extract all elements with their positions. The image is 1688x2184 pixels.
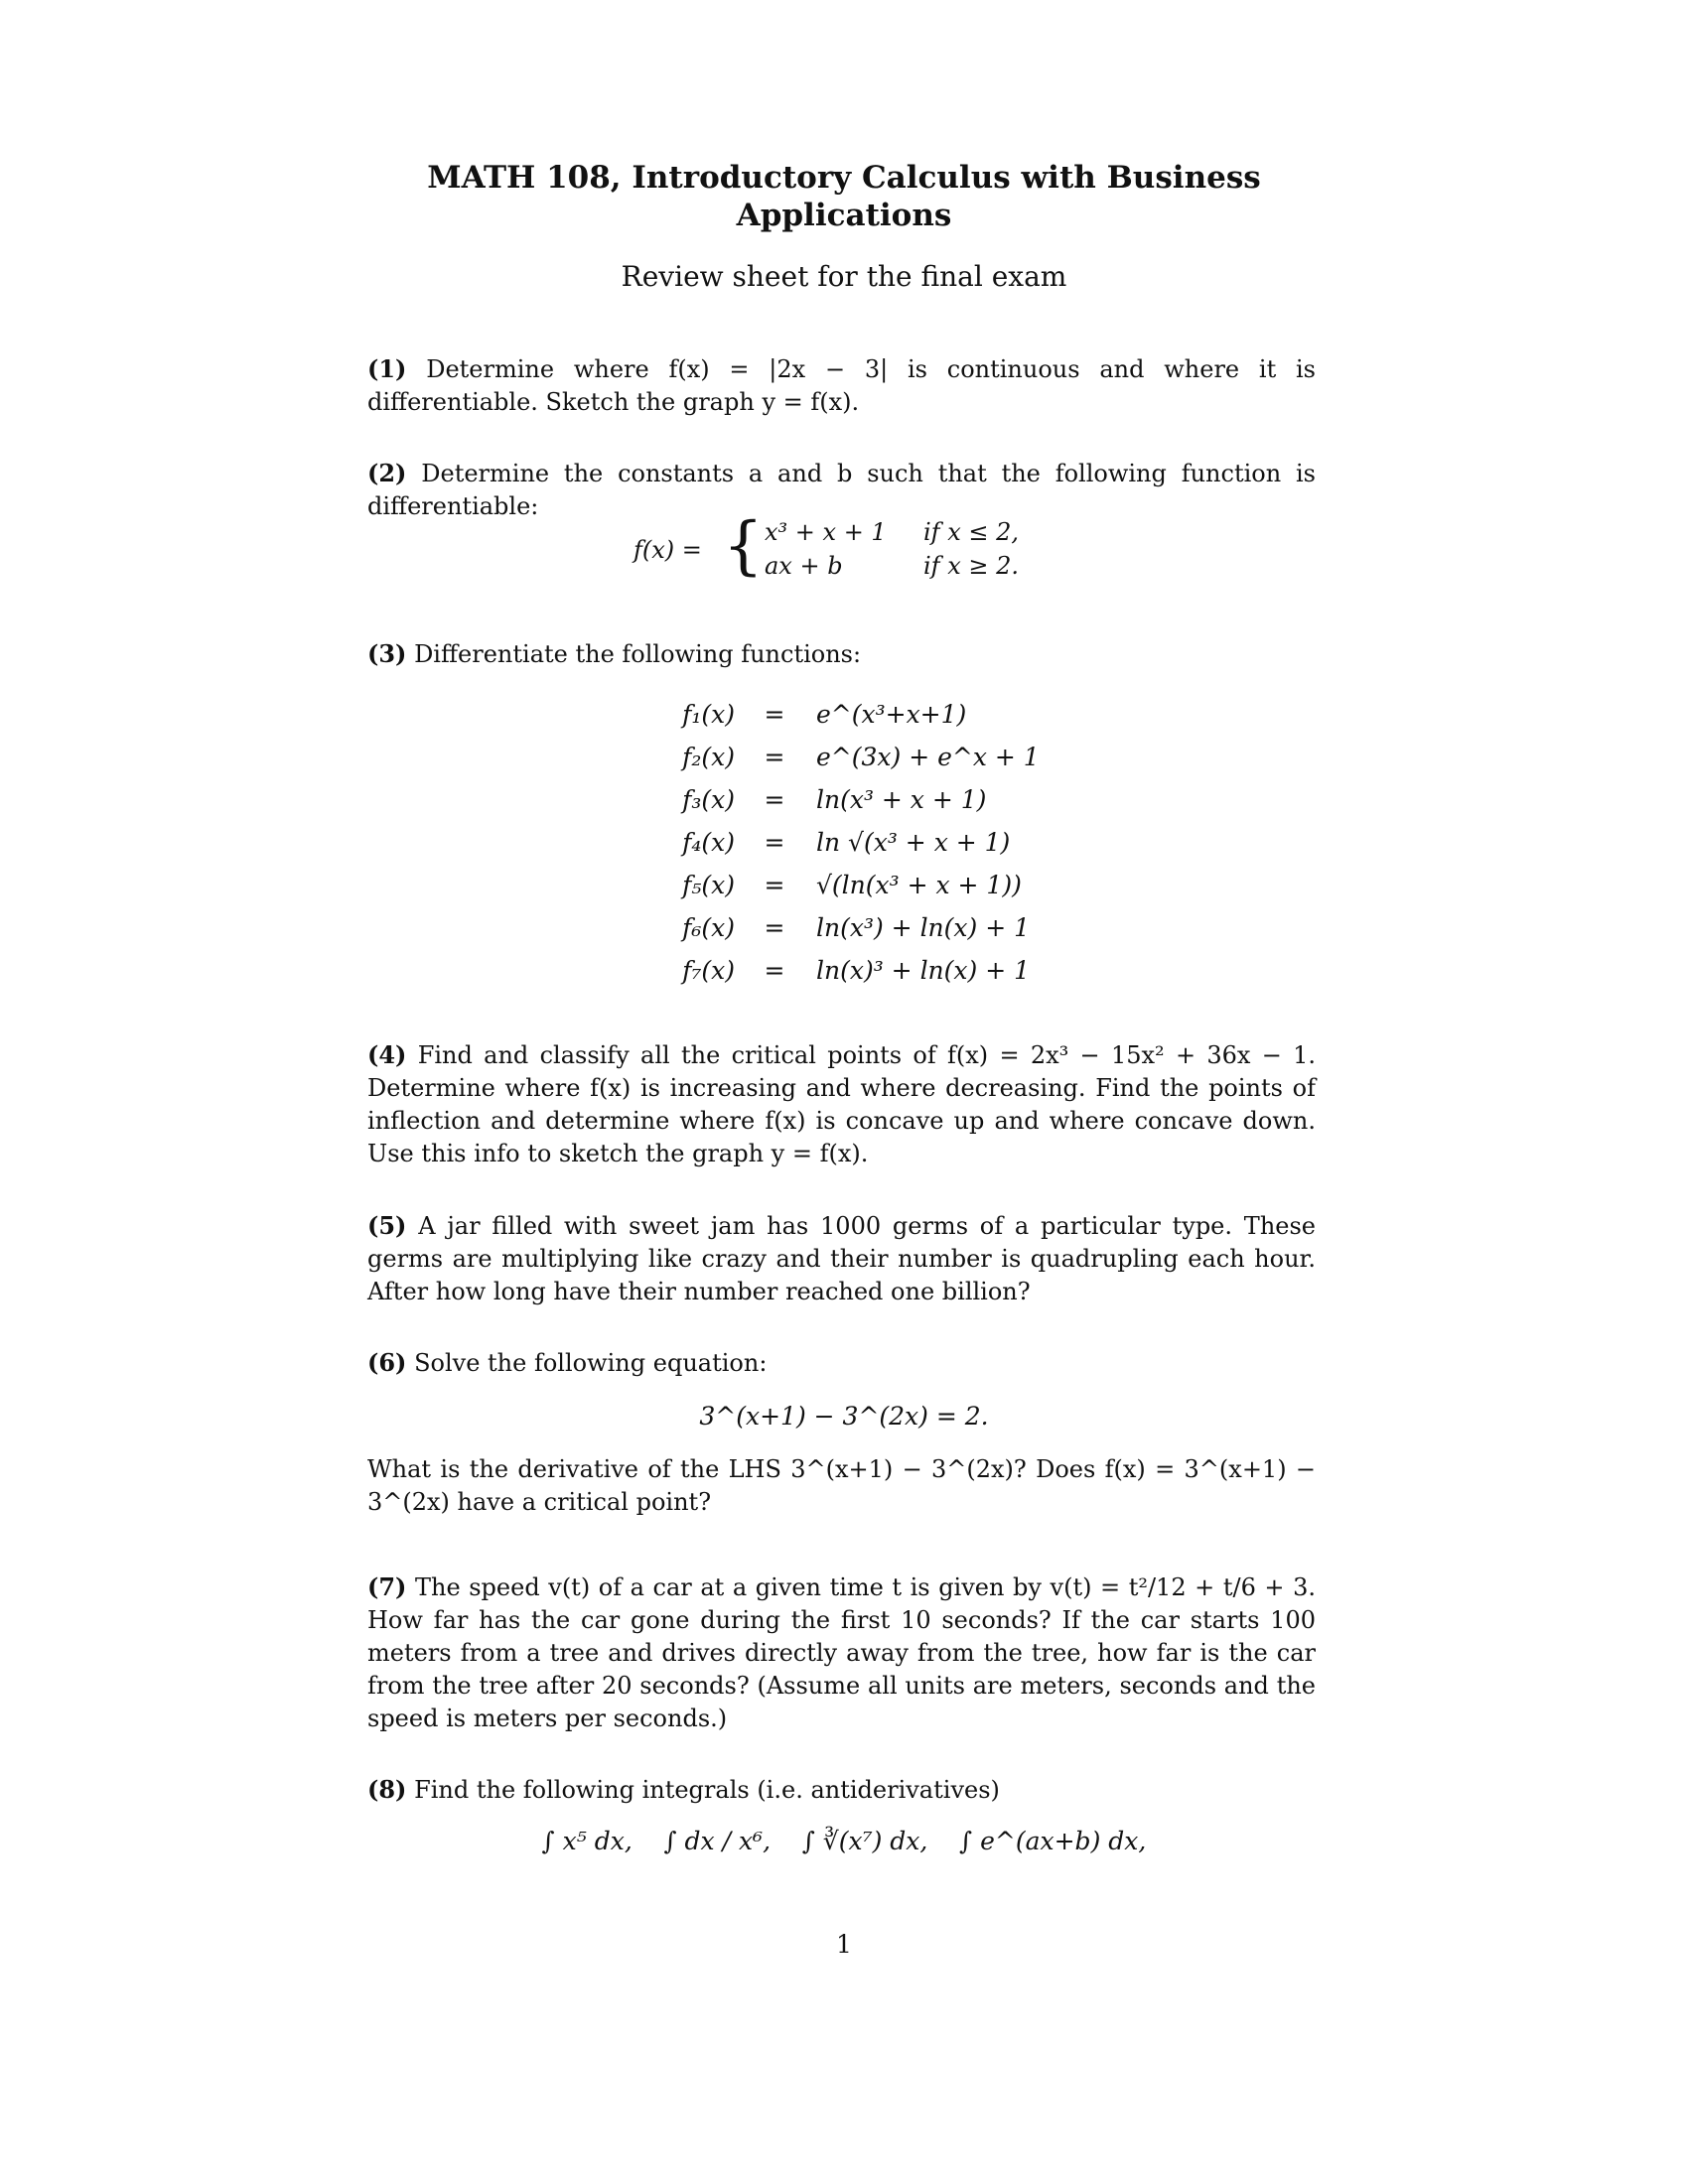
equals-sign: = <box>764 828 785 857</box>
page-title <box>0 159 1688 234</box>
function-lhs: f₆(x) <box>682 913 735 942</box>
integral-list: ∫ x⁵ dx, ∫ dx / x⁶, ∫ ∛(x⁷) dx, ∫ e^(ax+b) dx, <box>541 1827 1147 1855</box>
integral-2: ∫ dx / x⁶ <box>663 1827 764 1855</box>
function-lhs: f₂(x) <box>682 743 735 771</box>
function-rhs: ln(x³) + ln(x) + 1 <box>816 913 1031 942</box>
problem-text: The speed v(t) of a car at a given time t is given by v(t) = t²/12 + t/6 + 3. How far has the car gone during the first 10 seconds? If the car starts 100 meters from a tree and drives directly away from the tree, how far is the car from the tree after 20 seconds? (Assume all units are meters, seconds and the speed is meters per seconds.) <box>367 1573 1316 1732</box>
problem-number: (5) <box>367 1211 407 1240</box>
function-row <box>655 821 1040 864</box>
function-row <box>655 736 1040 778</box>
title-line-2: Applications <box>736 198 952 233</box>
function-rhs: ln(x³ + x + 1) <box>816 785 987 814</box>
piecewise-cond-1: if x ≤ 2, <box>923 518 1019 546</box>
equals-sign: = <box>764 743 785 771</box>
page-number: 1 <box>836 1930 852 1959</box>
function-rhs: √(ln(x³ + x + 1)) <box>816 871 1022 899</box>
equals-sign: = <box>764 700 785 729</box>
function-list <box>655 693 1040 992</box>
problem-7 <box>367 1570 1316 1735</box>
piecewise-lhs: f(x) = <box>633 536 702 564</box>
function-rhs: ln(x)³ + ln(x) + 1 <box>816 956 1031 985</box>
equals-sign: = <box>764 785 785 814</box>
brace-symbol: { <box>723 509 764 583</box>
equals-sign: = <box>764 956 785 985</box>
problem-number: (7) <box>367 1572 407 1601</box>
function-row <box>655 864 1040 906</box>
integral-4: ∫ e^(ax+b) dx <box>959 1827 1139 1855</box>
piecewise-cond-2: if x ≥ 2. <box>923 552 1019 580</box>
problem-3 <box>367 637 1316 671</box>
function-lhs: f₁(x) <box>682 700 735 729</box>
problem-text: Determine the constants a and b such that the following function is differentiable: <box>367 460 1316 520</box>
function-lhs: f₄(x) <box>682 828 735 857</box>
piecewise-case-2: ax + b <box>765 552 843 580</box>
problem-number: (6) <box>367 1348 407 1377</box>
title-line-1: MATH 108, Introductory Calculus with Business <box>427 160 1261 196</box>
function-lhs: f₅(x) <box>682 871 735 899</box>
problem-1 <box>367 352 1316 419</box>
function-rhs: ln √(x³ + x + 1) <box>816 828 1011 857</box>
problem-text: Find and classify all the critical points of f(x) = 2x³ − 15x² + 36x − 1. Determine where f(x) is increasing and where decreasing. Find the points of inflection and determine where f(x) is concave up and where concave down. Use this info to sketch the graph y = f(x). <box>367 1041 1316 1167</box>
equals-sign: = <box>764 913 785 942</box>
problem-6 <box>367 1346 1316 1380</box>
page-subtitle: Review sheet for the final exam <box>621 260 1067 293</box>
equals-sign: = <box>764 871 785 899</box>
function-rhs: e^(x³+x+1) <box>816 700 967 729</box>
function-rhs: e^(3x) + e^x + 1 <box>816 743 1040 771</box>
problem-number: (3) <box>367 639 407 668</box>
problem-number: (8) <box>367 1775 407 1804</box>
piecewise-case-1: x³ + x + 1 <box>765 518 887 546</box>
problem-number: (2) <box>367 459 407 487</box>
problem-text: Determine where f(x) = |2x − 3| is continuous and where it is differentiable. Sketch the graph y = f(x). <box>367 355 1316 416</box>
problem-5 <box>367 1209 1316 1308</box>
problem-number: (4) <box>367 1040 407 1069</box>
problem-number: (1) <box>367 354 407 383</box>
problem-text: Solve the following equation: <box>414 1349 768 1377</box>
problem-8 <box>367 1773 1316 1807</box>
problem-text: Find the following integrals (i.e. antiderivatives) <box>414 1776 1000 1804</box>
problem-6-followup: What is the derivative of the LHS 3^(x+1) − 3^(2x)? Does f(x) = 3^(x+1) − 3^(2x) have a critical point? <box>367 1455 1316 1516</box>
problem-4 <box>367 1038 1316 1170</box>
integral-1: ∫ x⁵ dx <box>541 1827 625 1855</box>
integral-3: ∫ ∛(x⁷) dx <box>801 1827 920 1855</box>
function-lhs: f₇(x) <box>682 956 735 985</box>
function-row <box>655 778 1040 821</box>
function-row <box>655 949 1040 992</box>
problem-text: Differentiate the following functions: <box>414 640 862 668</box>
function-lhs: f₃(x) <box>682 785 735 814</box>
function-row <box>655 693 1040 736</box>
function-row <box>655 906 1040 949</box>
problem-2 <box>367 457 1316 523</box>
equation-6: 3^(x+1) − 3^(2x) = 2. <box>699 1402 989 1431</box>
problem-text: A jar filled with sweet jam has 1000 germs of a particular type. These germs are multiplying like crazy and their number is quadrupling each hour. After how long have their number reached one billion? <box>367 1212 1316 1305</box>
